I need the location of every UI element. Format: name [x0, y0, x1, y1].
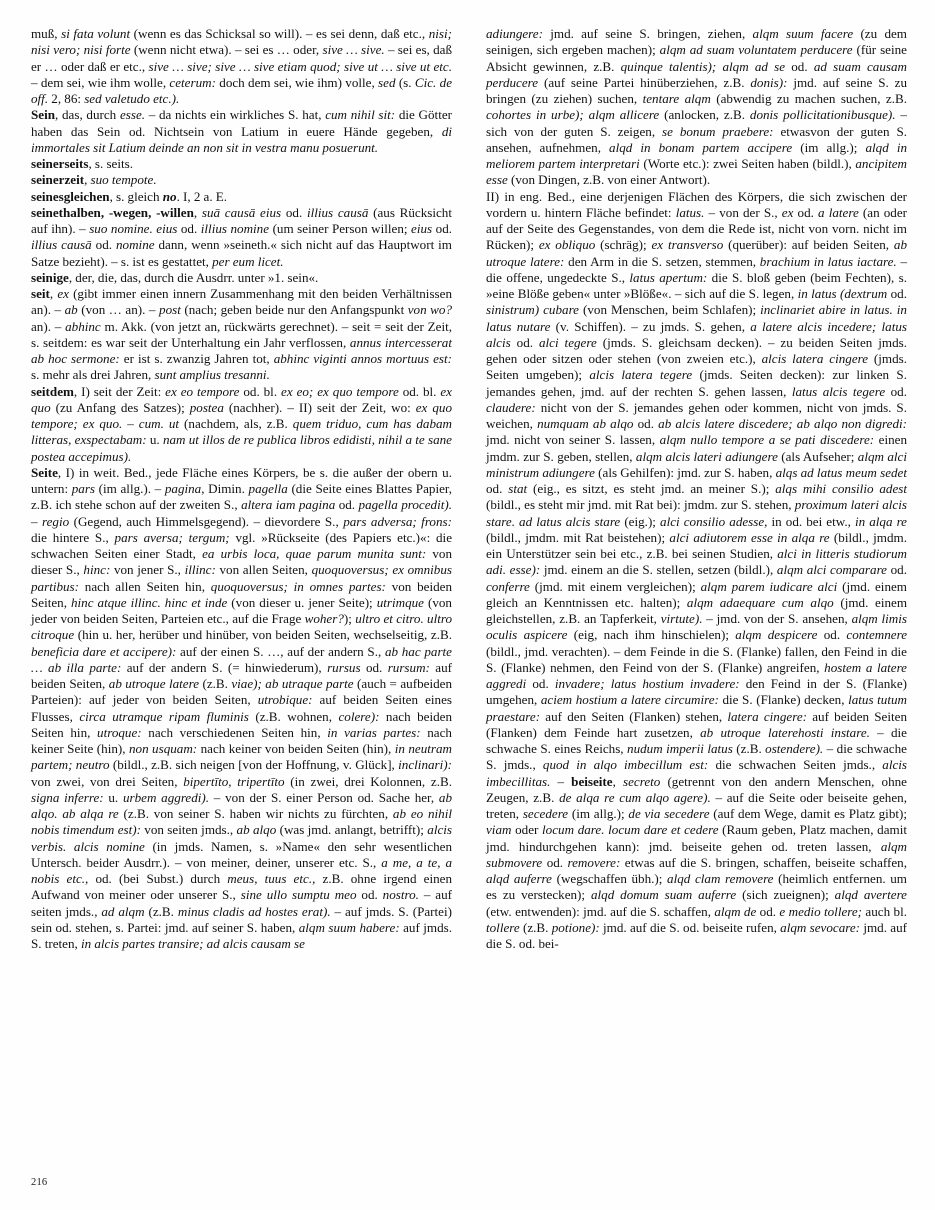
dictionary-entry: Seite, I) in weit. Bed., jede Fläche eines Körpers, be s. die außer der obern u. untern: pars (im allg.). – pagina, Dimin. pagella (die Seite eines Blattes Papier, z.B. ich stehe schon auf der zweiten S., altera iam pagina od. pagella procedit). – regio (Gegend, auch Himmelsgegend). – dievordere S., pars adversa; frons: die hintere S., pars aversa; tergum; vgl. »Rückseite (des Papiers etc.)«: die schwachen Seiten einer Stadt, ea urbis loca, quae parum munita sunt: von dieser S., hinc: von jener S., illinc: von allen Seiten, quoquoversus; ex omnibus partibus: nach allen Seiten hin, quoquoversus; in omnes partes: von beiden Seiten, hinc atque illinc. hinc et inde (von dieser u. jener Seite); utrimque (von jeder von beiden Seiten, Parteien etc., auf die Frage woher?); ultro et citro. ultro citroque (hin u. her, herüber und hinüber, von beiden Seiten, wechselseitig, z.B. beneficia dare et accipere): auf der einen S. …, auf der andern S., ab hac parte … ab illa parte: auf der andern S. (= hinwiederum), rursus od. rursum: auf beiden Seiten, ab utroque latere (z.B. viae); ab utraque parte (auch = aufbeiden Parteien): auf jeder von beiden Seiten, utrobique: auf beiden Seiten eines Flusses, circa utramque ripam fluminis (z.B. wohnen, colere): nach beiden Seiten hin, utroque: nach verschiedenen Seiten hin, in varias partes: nach keiner Seite (hin), non usquam: nach keiner von beiden Seiten (hin), in neutram partem; neutro (bildl., z.B. sich neigen [von der Hoffnung, v. Glück], inclinari): von zwei, von drei Seiten, bipertīto, tripertīto (in zwei, drei Kolonnen, z.B. signa inferre: u. urbem aggredi). – von der S. einer Person od. Sache her, ab alqo. ab alqa re (z.B. von seiner S. haben wir nichts zu fürchten, ab eo nihil nobis timendum est): von seiten jmds., ab alqo (was jmd. anlangt, betrifft); alcis verbis. alcis nomine (in jmds. Namen, s. »Name« den sehr wesentlichen Untersch. beider Ausdrr.). – von meiner, deiner, unserer etc. S., a me, a te, a nobis etc., od. (bei Subst.) durch meus, tuus etc., z.B. ohne irgend einen Aufwand von meiner oder unserer S., sine ullo sumptu meo od. nostro. – auf seiten jmds., ad alqm (z.B. minus cladis ad hostes erat). – auf jmds. S. (Partei) sein od. stehen, s. Partei: jmd. auf seiner S. haben, alqm suum habere: auf jmds. S. treten, in alcis partes transire; ad alcis causam se — [31, 464, 453, 951]
dictionary-entry: adiungere: jmd. auf seine S. bringen, ziehen, alqm suum facere (zu dem seinigen, sich ergeben machen); alqm ad suam voluntatem perducere (für seine Absicht gewinnen, z.B. quinque talentis); alqm ad se od. ad suam causam perducere (auf seine Partei hinüberziehen, z.B. donis): jmd. auf seine S. zu bringen (zu ziehen) suchen, tentare alqm (abwendig zu machen suchen, z.B. cohortes in urbe); alqm allicere (anlocken, z.B. donis pollicitationibusque). – sich von der guten S. zeigen, se bonum praebere: etwasvon der guten S. ansehen, aufnehmen, alqd in bonam partem accipere (im allg.); alqd in meliorem partem interpretari (Worte etc.): zwei Seiten haben (bildl.), ancipitem esse (von Dingen, z.B. von einer Antwort). — [486, 26, 908, 188]
dictionary-entry: seinethalben, -wegen, -willen, suā causā eius od. illius causā (aus Rücksicht auf ihn). – suo nomine. eius od. illius nomine (um seiner Person willen; eius od. illius causā od. nomine dann, wenn »seineth.« sich nicht auf das Hauptwort im Satze bezieht). – s. ist es gestattet, per eum licet. — [31, 204, 453, 269]
dictionary-entry: seitdem, I) seit der Zeit: ex eo tempore od. bl. ex eo; ex quo tempore od. bl. ex quo (zu Anfang des Satzes); postea (nachher). – II) seit der Zeit, wo: ex quo tempore; ex quo. – cum. ut (nachdem, als, z.B. quem triduo, cum has dabam litteras, exspectabam: u. nam ut illos de re publica libros edidisti, nihil a te sane postea accepimus). — [31, 383, 453, 464]
page-number: 216 — [31, 1177, 48, 1188]
left-text-column — [31, 26, 452, 1146]
two-column-text-body — [31, 26, 907, 1146]
dictionary-entry: II) in eng. Bed., eine derjenigen Flächen des Körpers, die sich zwischen der vordern u. hintern Fläche befindet: latus. – von der S., ex od. a latere (an oder auf der Seite des Gegenstandes, von dem die Rede ist, nicht von vorn. nicht im Rücken); ex obliquo (schräg); ex transverso (querüber): auf beiden Seiten, ab utroque latere: den Arm in die S. setzen, stemmen, brachium in latus iactare. – die offene, ungedeckte S., latus apertum: die S. bloß geben (beim Fechten), s. »eine Blöße geben« unter »Blöße«. – sich auf die S. legen, in latus (dextrum od. sinistrum) cubare (von Menschen, beim Schlafen); inclinariet abire in latus. in latus nutare (v. Schiffen). – zu jmds. S. gehen, a latere alcis incedere; latus alcis od. alci tegere (jmds. S. gleichsam decken). – zu beiden Seiten jmds. gehen oder sitzen oder stehen (von zweien etc.), alcis latera cingere (jmds. Seiten umgeben); alcis latera tegere (jmds. Seiten decken): zur linken S. jemandes gehen, jmd. auf der rechten S. gehen lassen, latus alcis tegere od. claudere: nicht von der S. jemandes gehen oder kommen, nicht von jmds. S. weichen, numquam ab alqo od. ab alcis latere discedere; ab alqo non digredi: jmd. nicht von seiner S. lassen, alqm nullo tempore a se pati discedere: einen jmdm. zur S. geben, stellen, alqm alcis lateri adiungere (als Aufseher; alqm alci ministrum adiungere (als Gehilfen): jmd. zur S. haben, alqs ad latus meum sedet od. stat (eig., es sitzt, es steht jmd. an meiner S.); alqs mihi consilio adest (bildl., es steht mir jmd. mit Rat bei): jmdm. zur S. stehen, proximum lateri alcis stare. ad latus alcis stare (eig.); alci consilio adesse, in od. bei etw., in alqa re (bildl., jmdm. mit Rat beistehen); alci adiutorem esse in alqa re (bildl., jmdm. ein Unterstützer sein bei etc., z.B. bei seinen Studien, alci in litteris studiorum adi. esse): jmd. einem an die S. stellen, setzen (bildl.), alqm alci comparare od. conferre (jmd. mit einem vergleichen); alqm parem iudicare alci (jmd. einem gleich an Kenntnissen etc. halten); alqm adaequare cum alqo (jmd. einem gleichstellen, z.B. an Tapferkeit, virtute). – jmd. von der S. ansehen, alqm limis oculis aspicere (eig, nach ihm hinschielen); alqm despicere od. contemnere (bildl., jmd. verachten). – dem Feinde in die S. (Flanke) fallen, den Feind in die S. (Flanke) nehmen, den Feind von der S. (Flanke) angreifen, hostem a latere aggredi od. invadere; latus hostium invadere: den Feind in der S. (Flanke) umgehen, aciem hostium a latere circumire: die S. (Flanke) decken, latus tutum praestare: auf den Seiten (Flanken) stehen, latera cingere: auf beiden Seiten (Flanken) dem Feinde hart zusetzen, ab utroque laterehosti instare. – die schwache S. eines Reichs, nudum imperii latus (z.B. ostendere). – die schwache S. jmds., quod in alqo imbecillum est: die schwachen Seiten jmds., alcis imbecillitas. – beiseite, secreto (getrennt von den andern Menschen, ohne Zeugen, z.B. de alqa re cum alqo agere). – auf die Seite oder beiseite gehen, treten, secedere (im allg.); de via secedere (auf dem Wege, damit es Platz gibt); viam oder locum dare. locum dare et cedere (Raum geben, Platz machen, damit jmd. hindurchgehen kann): jmd. beiseite gehen od. treten lassen, alqm submovere od. removere: etwas auf die S. bringen, schaffen, beiseite schaffen, alqd auferre (wegschaffen übh.); alqd clam removere (heimlich entfernen. um es zu verstecken); alqd domum suam auferre (sich zueignen); alqd avertere (etw. entwenden): jmd. auf die S. schaffen, alqm de od. e medio tollere; auch bl. tollere (z.B. potione): jmd. auf die S. od. beiseite rufen, alqm sevocare: jmd. auf die S. od. bei- — [486, 188, 908, 951]
dictionary-entry: muß, si fata volunt (wenn es das Schicksal so will). – es sei denn, daß etc., nisi; nisi vero; nisi forte (wenn nicht etwa). – sei es … oder, sive … sive. – sei es, daß er … oder daß er etc., sive … sive; sive … sive etiam quod; sive ut … sive ut etc. – dem sei, wie ihm wolle, ceterum: doch dem sei, wie ihm) volle, sed (s. Cic. de off. 2, 86: sed valetudo etc.). — [31, 26, 453, 106]
dictionary-entry: Sein, das, durch esse. – da nichts ein wirkliches S. hat, cum nihil sit: die Götter haben das Sein od. Nichtsein von Latium in euere Hände gegeben, di immortales sit Latium deinde an non sit in vestra manu posuerunt. — [31, 107, 453, 155]
dictionary-entry: seinerseits, s. seits. — [31, 156, 133, 171]
dictionary-entry: seinesgleichen, s. gleich no. I, 2 a. E. — [31, 188, 228, 204]
dictionary-entry: seit, ex (gibt immer einen innern Zusammenhang mit den beiden Verhältnissen an). – ab (von … an). – post (nach; geben beide nur den Anfangspunkt von wo? an). – abhinc m. Akk. (von jetzt an, rückwärts gerechnet). – seit = seit der Zeit, s. seitdem: es war seit der Unterhaltung ein Jahr verflossen, annus intercesserat ab hoc sermone: er ist s. zwanzig Jahren tot, abhinc viginti annos mortuus est: s. mehr als drei Jahren, sunt amplius tresanni. — [31, 286, 452, 383]
dictionary-entry: seinerzeit, suo tempote. — [31, 172, 157, 188]
dictionary-entry: seinige, der, die, das, durch die Ausdrr. unter »1. sein«. — [31, 269, 319, 285]
right-text-column — [486, 26, 907, 1146]
